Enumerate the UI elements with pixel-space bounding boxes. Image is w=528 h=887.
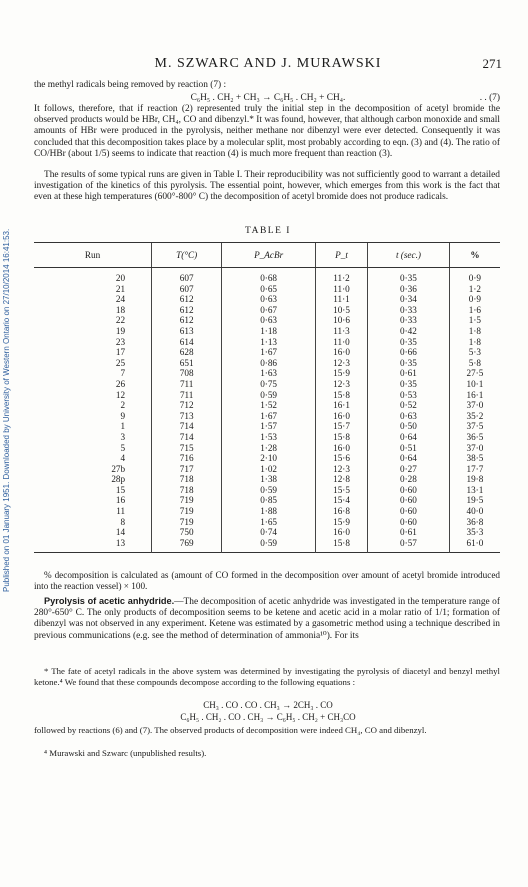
cell-run: 11: [116, 506, 126, 517]
cell-p-t: 15·9: [315, 368, 367, 379]
col-p-acbr-label: P_AcBr: [254, 250, 284, 260]
cell-p-acbr: 1·28: [222, 443, 316, 454]
cell-run: 22: [115, 315, 126, 326]
cell-temperature: 612: [152, 305, 222, 316]
download-watermark: Published on 01 January 1951. Downloaded by University of Western Ontario on 27/10/2014 16:41:53.: [2, 228, 11, 592]
cell-time: 0·64: [368, 453, 450, 464]
cell-temperature: 614: [152, 337, 222, 348]
cell-p-t: 15·8: [315, 538, 367, 553]
cell-percent: 5·8: [449, 358, 500, 369]
footnote-equation-1: CH₃ . CO . CO . CH₃ → 2CH₃ . CO: [203, 700, 333, 710]
cell-p-t: 16·0: [315, 411, 367, 422]
footnote-equation-2: C₆H₅ . CH₂ . CO . CH₃ → C₆H₅ . CH₂ + CH₃CO: [180, 712, 356, 722]
cell-p-acbr: 0·74: [222, 527, 316, 538]
table-row: [34, 517, 500, 528]
footnote-1-tail: followed by reactions (6) and (7). The observed products of decomposition were indeed CH₄, CO and dibenzyl.: [34, 725, 427, 735]
cell-time: 0·28: [368, 474, 450, 485]
cell-p-acbr: 1·65: [222, 517, 316, 528]
cell-temperature: 714: [152, 421, 222, 432]
cell-time: 0·35: [368, 358, 450, 369]
table-caption: TABLE I: [245, 226, 291, 236]
cell-percent: 1·5: [449, 315, 500, 326]
cell-p-acbr: 0·59: [222, 390, 316, 401]
cell-p-t: 15·4: [315, 495, 367, 506]
cell-percent: 19·8: [449, 474, 500, 485]
cell-time: 0·36: [368, 284, 450, 295]
col-p-acbr: [222, 243, 316, 268]
table-row: [34, 411, 500, 422]
cell-time: 0·33: [368, 305, 450, 316]
cell-temperature: 713: [152, 411, 222, 422]
cell-run: 20: [115, 273, 126, 283]
cell-p-acbr: 0·67: [222, 305, 316, 316]
intro-line: the methyl radicals being removed by reaction (7) :: [34, 80, 227, 90]
results-table: [34, 242, 500, 553]
cell-temperature: 719: [152, 517, 222, 528]
equation-7-text: C₆H₅ . CH₂ + CH₃ → C₆H₅ . CH₂ + CH₄.: [190, 93, 346, 103]
table-row: [34, 527, 500, 538]
cell-p-t: 15·5: [315, 485, 367, 496]
cell-p-t: 11·3: [315, 326, 367, 337]
cell-time: 0·51: [368, 443, 450, 454]
cell-p-t: 16·0: [315, 347, 367, 358]
cell-temperature: 719: [152, 495, 222, 506]
cell-run: 27b: [111, 463, 126, 474]
cell-temperature: 651: [152, 358, 222, 369]
table-row: [34, 347, 500, 358]
cell-time: 0·64: [368, 432, 450, 443]
cell-percent: 1·6: [449, 305, 500, 316]
cell-p-acbr: 1·67: [222, 347, 316, 358]
cell-p-acbr: 1·53: [222, 432, 316, 443]
cell-percent: 17·7: [449, 464, 500, 475]
cell-p-t: 12·3: [315, 379, 367, 390]
cell-p-acbr: 1·18: [222, 326, 316, 337]
cell-p-acbr: 0·59: [222, 538, 316, 553]
cell-time: 0·60: [368, 506, 450, 517]
cell-run: 1: [120, 421, 126, 432]
cell-temperature: 717: [152, 464, 222, 475]
cell-run: 8: [120, 516, 126, 527]
table-row: [34, 294, 500, 305]
cell-time: 0·35: [368, 268, 450, 284]
cell-percent: 36·5: [449, 432, 500, 443]
cell-p-acbr: 0·65: [222, 284, 316, 295]
cell-p-acbr: 1·63: [222, 368, 316, 379]
cell-percent: 36·8: [449, 517, 500, 528]
cell-run: 18: [115, 304, 126, 315]
cell-percent: 19·5: [449, 495, 500, 506]
cell-run: 28p: [111, 474, 126, 485]
section-acetic-anhydride: [34, 596, 500, 642]
cell-temperature: 612: [152, 315, 222, 326]
table-row: [34, 495, 500, 506]
footnote-1: * The fate of acetyl radicals in the above system was determined by investigating the pyrolysis of diacetyl and benzyl methyl ketone.⁴ We found that these compounds decompose according to the following equations :: [34, 666, 500, 687]
cell-p-acbr: 0·59: [222, 485, 316, 496]
cell-p-t: 12·3: [315, 464, 367, 475]
table-row: [34, 305, 500, 316]
footnote-2: ⁴ Murawski and Szwarc (unpublished results).: [44, 748, 207, 758]
cell-time: 0·35: [368, 337, 450, 348]
table-row: [34, 421, 500, 432]
cell-run: 4: [120, 453, 126, 464]
cell-p-acbr: 1·02: [222, 464, 316, 475]
cell-temperature: 612: [152, 294, 222, 305]
cell-p-acbr: 1·13: [222, 337, 316, 348]
cell-p-t: 16·0: [315, 443, 367, 454]
cell-temperature: 711: [152, 379, 222, 390]
table-row: [34, 368, 500, 379]
table-row: [34, 474, 500, 485]
cell-p-t: 15·7: [315, 421, 367, 432]
cell-time: 0·34: [368, 294, 450, 305]
cell-time: 0·33: [368, 315, 450, 326]
table-row: [34, 390, 500, 401]
cell-time: 0·57: [368, 538, 450, 553]
cell-p-acbr: 2·10: [222, 453, 316, 464]
cell-percent: 37·5: [449, 421, 500, 432]
col-p-t: P_t: [315, 243, 367, 268]
cell-percent: 13·1: [449, 485, 500, 496]
equation-7-number: . . (7): [479, 93, 500, 103]
col-percent: %: [449, 243, 500, 268]
cell-p-t: 15·8: [315, 390, 367, 401]
cell-p-acbr: 1·67: [222, 411, 316, 422]
table-row: [34, 337, 500, 348]
running-title: M. SZWARC AND J. MURAWSKI: [154, 56, 382, 71]
cell-p-t: 10·5: [315, 305, 367, 316]
table-row: [34, 464, 500, 475]
cell-p-t: 11·0: [315, 337, 367, 348]
cell-run: 16: [115, 495, 126, 506]
paragraph-2: The results of some typical runs are given in Table I. Their reproducibility was not sufficiently good to warrant a detailed investigation of the kinetics of this pyrolysis. The essential point, however, which emerges from this work is the fact that even at these high temperatures (600°-800° C) the decomposition of acetyl bromide does not produce radicals.: [34, 170, 500, 203]
table-row: [34, 358, 500, 369]
table-row: [34, 315, 500, 326]
cell-temperature: 769: [152, 538, 222, 553]
cell-temperature: 719: [152, 506, 222, 517]
col-time: t (sec.): [368, 243, 450, 268]
table-row: [34, 432, 500, 443]
running-header: [34, 56, 502, 72]
cell-time: 0·63: [368, 411, 450, 422]
cell-run: 15: [115, 484, 126, 495]
cell-run: 9: [120, 410, 126, 421]
cell-run: 21: [115, 283, 126, 294]
cell-p-t: 15·8: [315, 432, 367, 443]
cell-percent: 37·0: [449, 400, 500, 411]
table-row: [34, 379, 500, 390]
cell-p-acbr: 0·63: [222, 315, 316, 326]
table-row: [34, 506, 500, 517]
cell-time: 0·35: [368, 379, 450, 390]
cell-temperature: 718: [152, 474, 222, 485]
cell-temperature: 712: [152, 400, 222, 411]
cell-percent: 0·9: [449, 268, 500, 284]
cell-percent: 61·0: [449, 538, 500, 553]
cell-temperature: 715: [152, 443, 222, 454]
table-row: [34, 284, 500, 295]
cell-temperature: 711: [152, 390, 222, 401]
cell-run: 19: [115, 325, 126, 336]
cell-p-acbr: 1·57: [222, 421, 316, 432]
cell-percent: 1·2: [449, 284, 500, 295]
table-note: % decomposition is calculated as (amount of CO formed in the decomposition over amount of acetyl bromide introduced into the reaction vessel) × 100.: [34, 570, 500, 592]
cell-temperature: 750: [152, 527, 222, 538]
table-row: [34, 538, 500, 553]
cell-p-t: 11·0: [315, 284, 367, 295]
cell-run: 12: [115, 389, 126, 400]
cell-p-acbr: 0·85: [222, 495, 316, 506]
cell-time: 0·66: [368, 347, 450, 358]
cell-temperature: 718: [152, 485, 222, 496]
cell-run: 14: [115, 527, 126, 538]
cell-p-t: 15·9: [315, 517, 367, 528]
page-number: 271: [482, 56, 502, 71]
equation-7: [34, 93, 502, 104]
cell-percent: 16·1: [449, 390, 500, 401]
cell-run: 7: [120, 368, 126, 379]
cell-time: 0·53: [368, 390, 450, 401]
cell-p-t: 12·3: [315, 358, 367, 369]
section-heading: Pyrolysis of acetic anhydride.: [44, 596, 175, 606]
cell-percent: 38·5: [449, 453, 500, 464]
section-body: —The decomposition of acetic anhydride was investigated in the temperature range of 280°-650° C. The only products of decomposition seems to be ketene and acetic acid in a molar ratio of 1/1; formation of dibenzyl was not observed in any experiment. Ketene was estimated by a gasometric method using a technique described in previous communications (e.g. see the method of determination of ammonia¹⁰). For its: [34, 597, 500, 641]
cell-percent: 5·3: [449, 347, 500, 358]
col-temperature: T(°C): [152, 243, 222, 268]
cell-p-acbr: 0·75: [222, 379, 316, 390]
cell-run: 3: [120, 431, 126, 442]
table-row: [34, 485, 500, 496]
cell-p-acbr: 0·63: [222, 294, 316, 305]
cell-percent: 27·5: [449, 368, 500, 379]
cell-time: 0·60: [368, 485, 450, 496]
cell-percent: 40·0: [449, 506, 500, 517]
cell-temperature: 607: [152, 284, 222, 295]
cell-percent: 35·2: [449, 411, 500, 422]
cell-temperature: 716: [152, 453, 222, 464]
cell-time: 0·60: [368, 495, 450, 506]
cell-run: 5: [120, 442, 126, 453]
cell-p-t: 16·0: [315, 527, 367, 538]
cell-percent: 35·3: [449, 527, 500, 538]
cell-temperature: 613: [152, 326, 222, 337]
cell-percent: 37·0: [449, 443, 500, 454]
cell-p-acbr: 1·88: [222, 506, 316, 517]
cell-percent: 10·1: [449, 379, 500, 390]
cell-temperature: 714: [152, 432, 222, 443]
cell-temperature: 628: [152, 347, 222, 358]
cell-time: 0·52: [368, 400, 450, 411]
cell-percent: 1·8: [449, 326, 500, 337]
cell-run: 23: [115, 336, 126, 347]
col-run: Run: [34, 243, 152, 268]
cell-p-acbr: 0·86: [222, 358, 316, 369]
cell-time: 0·61: [368, 368, 450, 379]
cell-p-t: 10·6: [315, 315, 367, 326]
cell-p-t: 11·2: [315, 268, 367, 284]
cell-p-t: 15·6: [315, 453, 367, 464]
table-row: [34, 268, 500, 284]
cell-time: 0·60: [368, 517, 450, 528]
paragraph-1: It follows, therefore, that if reaction (2) represented truly the initial step in the decomposition of acetyl bromide the observed products would be HBr, CH₄, CO and dibenzyl.* It was found, however, that although carbon monoxide and small amounts of HBr were produced in the pyrolysis, neither methane nor dibenzyl were ever detected. Consequently it was concluded that this decomposition takes place by a molecular split, most probably according to eqn. (3) and (4). The ratio of CO/HBr (about 1/5) seems to indicate that reaction (4) is much more frequent than reaction (3).: [34, 104, 500, 159]
cell-run: 26: [115, 378, 126, 389]
cell-time: 0·61: [368, 527, 450, 538]
cell-p-acbr: 1·38: [222, 474, 316, 485]
table-row: [34, 400, 500, 411]
cell-p-acbr: 0·68: [222, 268, 316, 284]
table-row: [34, 326, 500, 337]
cell-run: 24: [115, 294, 126, 305]
cell-time: 0·50: [368, 421, 450, 432]
cell-p-t: 16·1: [315, 400, 367, 411]
cell-temperature: 607: [152, 268, 222, 284]
cell-run: 2: [120, 400, 126, 411]
cell-p-t: 12·8: [315, 474, 367, 485]
cell-temperature: 708: [152, 368, 222, 379]
cell-p-t: 16·8: [315, 506, 367, 517]
table-header-row: [34, 243, 500, 268]
table-row: [34, 443, 500, 454]
cell-percent: 1·8: [449, 337, 500, 348]
cell-p-t: 11·1: [315, 294, 367, 305]
cell-percent: 0·9: [449, 294, 500, 305]
cell-run: 13: [115, 537, 126, 548]
cell-run: 17: [115, 347, 126, 358]
cell-time: 0·42: [368, 326, 450, 337]
cell-run: 25: [115, 357, 126, 368]
table-row: [34, 453, 500, 464]
cell-time: 0·27: [368, 464, 450, 475]
cell-p-acbr: 1·52: [222, 400, 316, 411]
